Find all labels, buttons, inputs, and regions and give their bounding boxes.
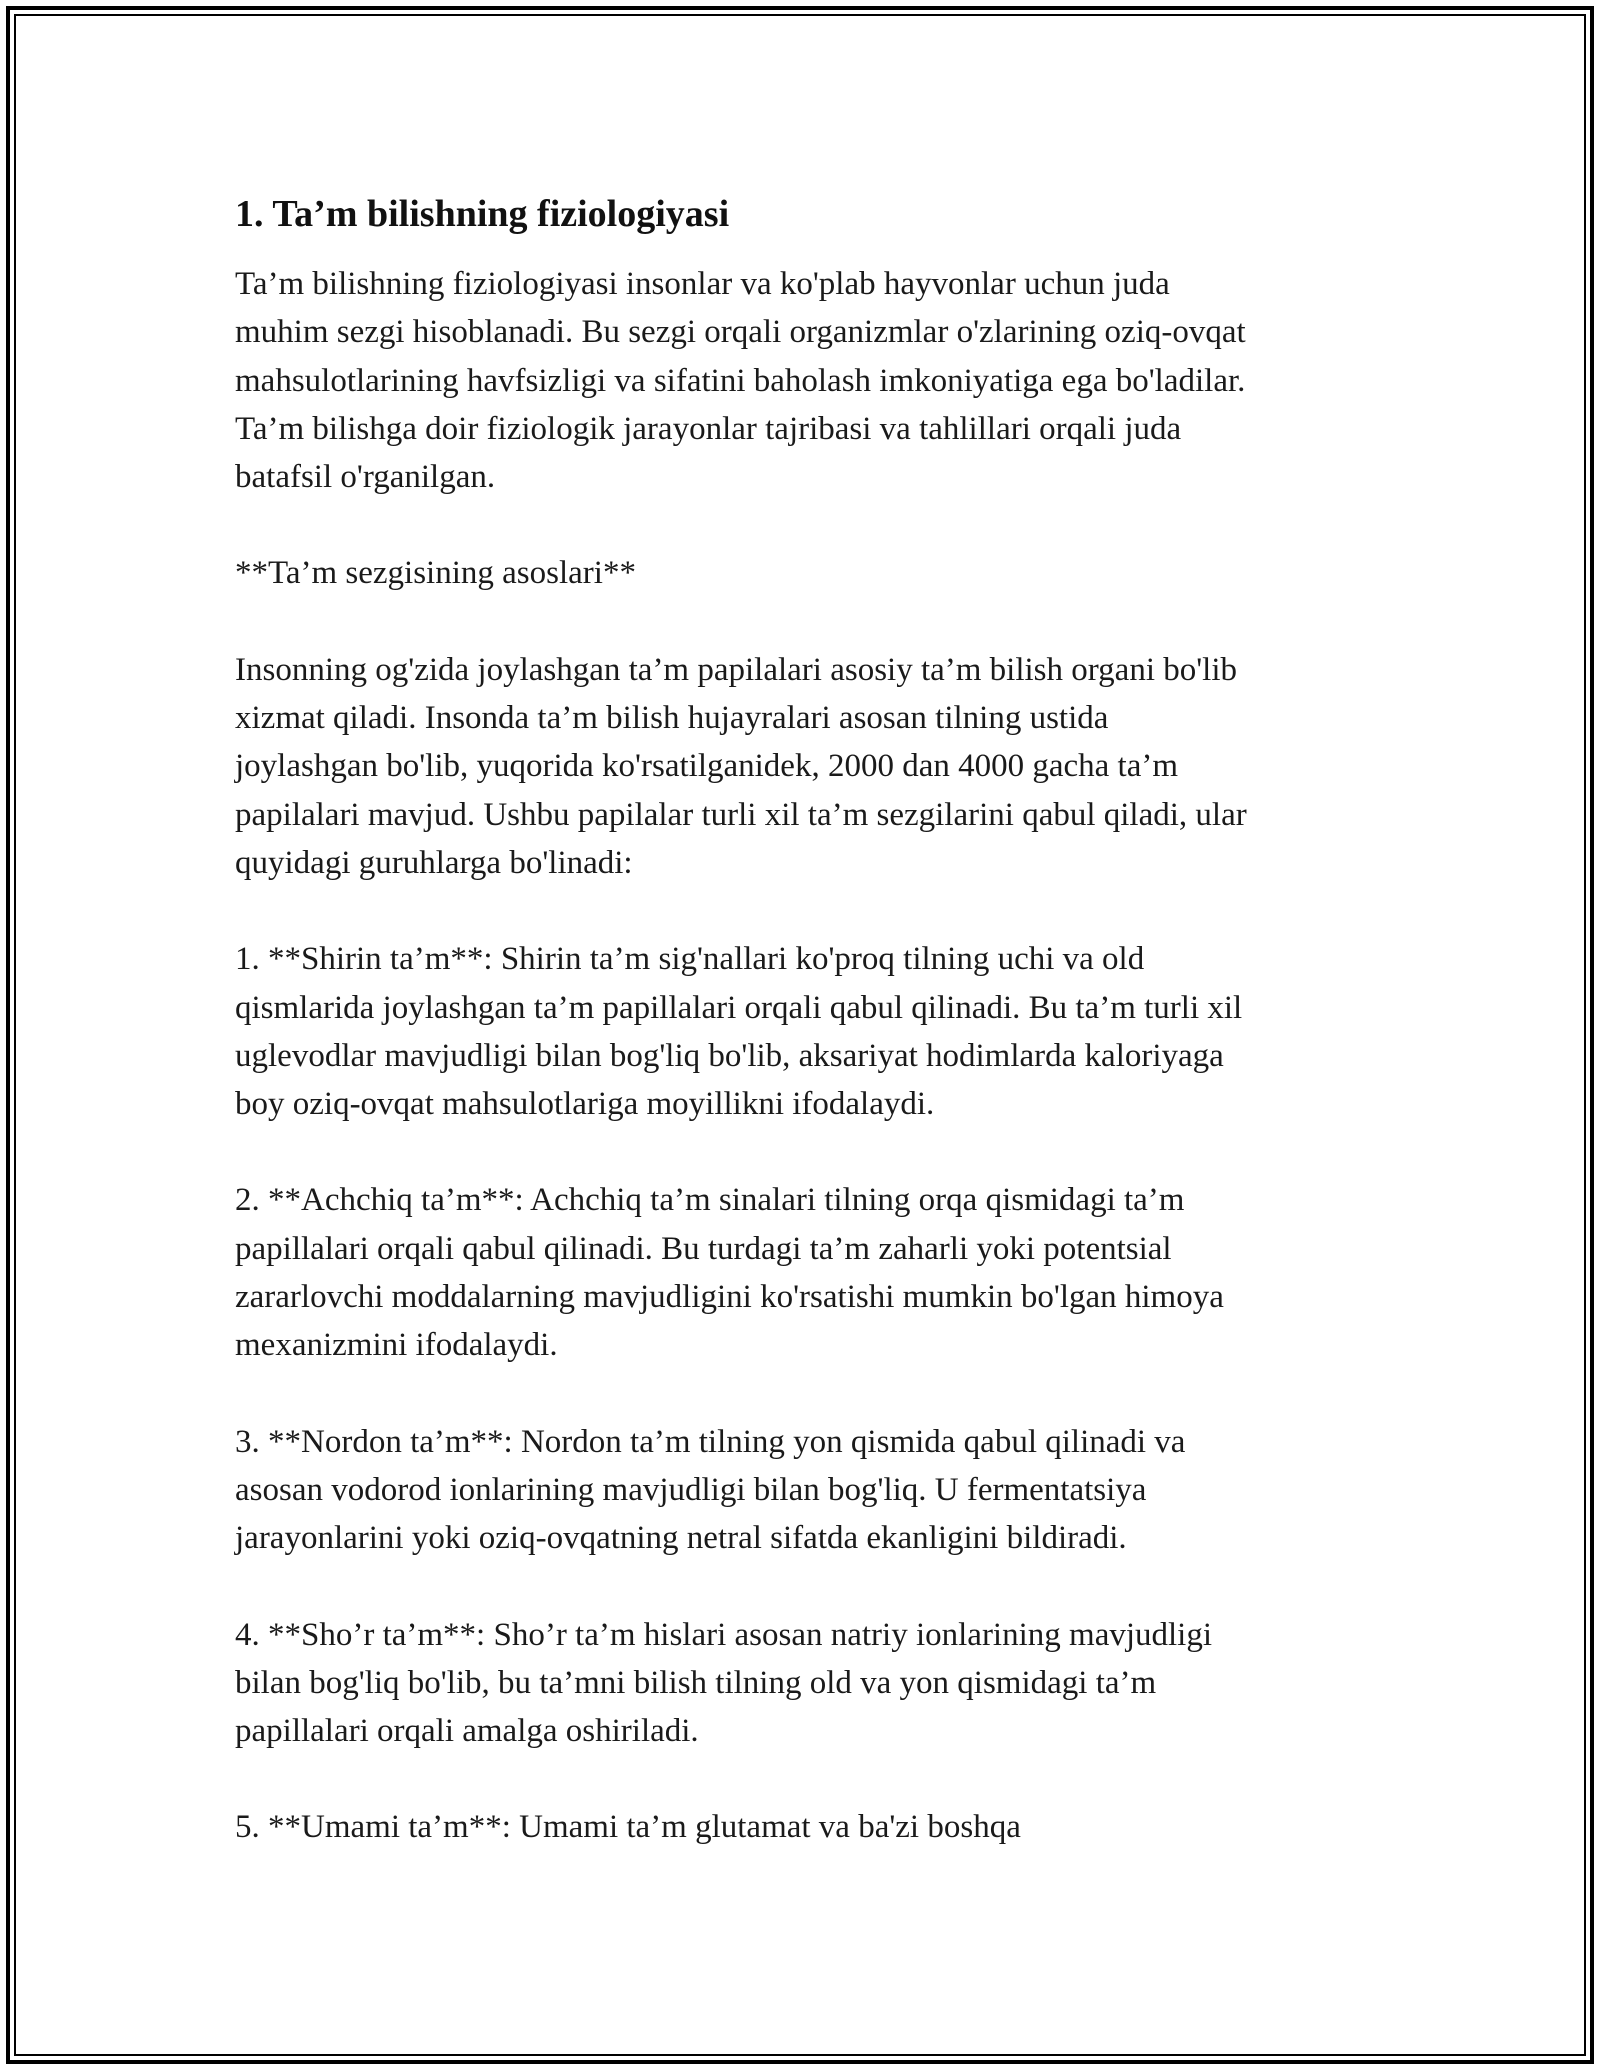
list-item-sweet: 1. **Shirin ta’m**: Shirin ta’m sig'nallari ko'proq tilning uchi va old qismlarida joylashgan ta’m papillalari orqali qabul qilinadi. Bu ta’m turli xil uglevodlar mavjudligi bilan bog'liq bo'lib, aksariyat hodimlarda kaloriyaga boy oziq-ovqat mahsulotlariga moyillikni ifodalaydi. [235, 941, 1243, 1123]
document-body [235, 188, 1395, 1900]
paragraph-papillae: Insonning og'zida joylashgan ta’m papilalari asosiy ta’m bilish organi bo'lib xizmat qiladi. Insonda ta’m bilish hujayralari asosan tilning ustida joylashgan bo'lib, yuqorida ko'rsatilganidek, 2000 dan 4000 gacha ta’m papilalari mavjud. Ushbu papilalar turli xil ta’m sezgilarini qabul qiladi, ular quyidagi guruhlarga bo'linadi: [235, 651, 1247, 881]
section-heading: 1. Ta’m bilishning fiziologiyasi [235, 193, 730, 235]
list-item-sour: 3. **Nordon ta’m**: Nordon ta’m tilning yon qismida qabul qilinadi va asosan vodorod ionlarining mavjudligi bilan bog'liq. U fermentatsiya jarayonlarini yoki oziq-ovqatning netral sifatda ekanligini bildiradi. [235, 1423, 1186, 1557]
paragraph-subheading: **Ta’m sezgisining asoslari** [235, 555, 636, 592]
list-item-salty: 4. **Sho’r ta’m**: Sho’r ta’m hislari asosan natriy ionlarining mavjudligi bilan bog'liq bo'lib, bu ta’mni bilish tilning old va yon qismidagi ta’m papillalari orqali amalga oshiriladi. [235, 1616, 1213, 1750]
list-item-bitter: 2. **Achchiq ta’m**: Achchiq ta’m sinalari tilning orqa qismidagi ta’m papillalari orqali qabul qilinadi. Bu turdagi ta’m zaharli yoki potentsial zararlovchi moddalarning mavjudligini ko'rsatishi mumkin bo'lgan himoya mexanizmini ifodalaydi. [235, 1182, 1224, 1364]
paragraph-intro: Ta’m bilishning fiziologiyasi insonlar va ko'plab hayvonlar uchun juda muhim sezgi hisoblanadi. Bu sezgi orqali organizmlar o'zlarining oziq-ovqat mahsulotlarining havfsizligi va sifatini baholash imkoniyatiga ega bo'ladilar. Ta’m bilishga doir fiziologik jarayonlar tajribasi va tahlillari orqali juda batafsil o'rganilgan. [235, 266, 1246, 496]
list-item-umami: 5. **Umami ta’m**: Umami ta’m glutamat va ba'zi boshqa [235, 1809, 1021, 1846]
